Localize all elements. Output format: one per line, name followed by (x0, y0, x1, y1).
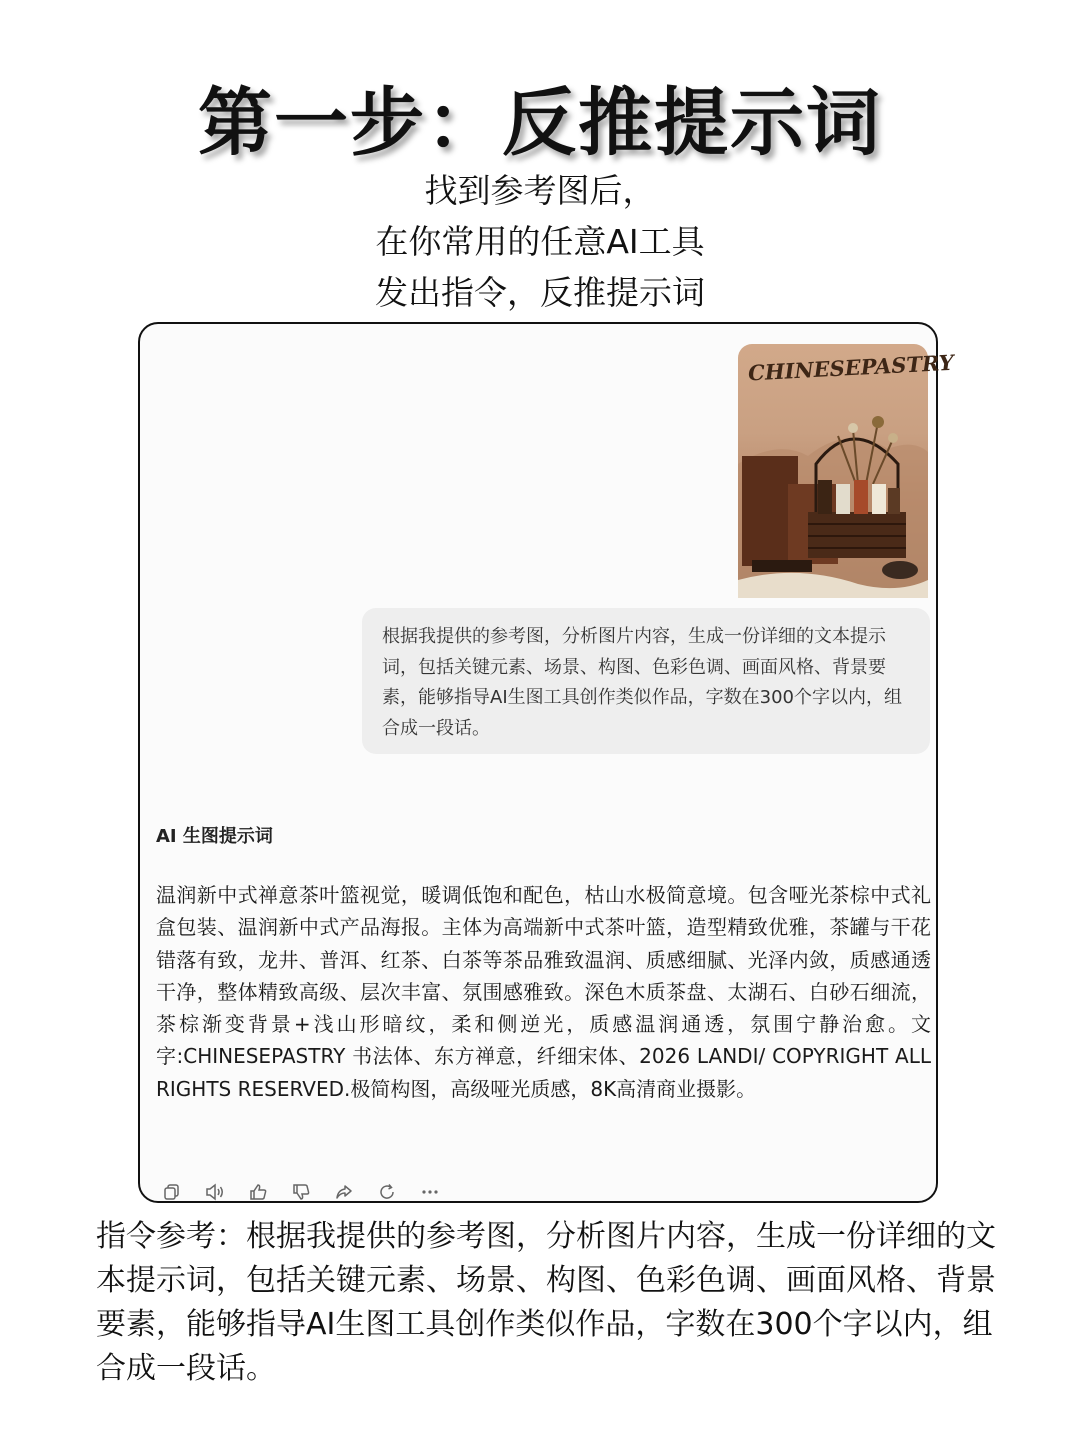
image-brand-text: CHINESEPASTRY (747, 349, 955, 386)
subtitle-line: 找到参考图后， (424, 171, 656, 210)
answer-body: 温润新中式禅意茶叶篮视觉，暖调低饱和配色，枯山水极简意境。包含哑光茶棕中式礼盒包装、温润新中式产品海报。主体为高端新中式茶叶篮，造型精致优雅，茶罐与干花错落有致，龙井、普洱、红茶、白茶等茶品雅致温润、质感细腻、光泽内敛，质感通透干净，整体精致高级、层次丰富、氛围感雅致。深色木质茶盘、太湖石、白砂石细流，茶棕渐变背景+浅山形暗纹，柔和侧逆光，质感温润通透，氛围宁静治愈。文字:CHINESEPASTRY 书法体、东方禅意，纤细宋体、2026 LANDI/ COPYRIGHT ALL RIGHTS RESERVED.极简构图，高级哑光质感，8K高清商业摄影。 (156, 883, 931, 1101)
copy-icon[interactable] (160, 1181, 183, 1204)
thumbs-up-icon[interactable] (246, 1181, 269, 1204)
page-title: 第一步：反推提示词 (198, 80, 882, 166)
answer-heading: AI 生图提示词 (156, 826, 273, 847)
reference-image[interactable] (738, 344, 955, 598)
instruction-reference: 指令参考：根据我提供的参考图，分析图片内容，生成一份详细的文本提示词，包括关键元素、场景、构图、色彩色调、画面风格、背景要素，能够指导AI生图工具创作类似作品，字数在300个字以内，组合成一段话。 (96, 1219, 996, 1386)
share-icon[interactable] (332, 1181, 355, 1204)
thumbs-down-icon[interactable] (289, 1181, 312, 1204)
subtitle-line: 在你常用的任意AI工具 (375, 222, 705, 261)
more-icon[interactable] (418, 1181, 441, 1204)
speaker-icon[interactable] (203, 1181, 226, 1204)
chat-screenshot (138, 322, 955, 1203)
subtitle-line: 发出指令，反推提示词 (375, 273, 705, 312)
user-message-bubble: 根据我提供的参考图，分析图片内容，生成一份详细的文本提示词，包括关键元素、场景、构图、色彩色调、画面风格、背景要素，能够指导AI生图工具创作类似作品，字数在300个字以内，组合成一段话。 (362, 608, 930, 754)
message-toolbar (160, 1180, 441, 1204)
regenerate-icon[interactable] (375, 1181, 398, 1204)
subtitle (0, 165, 1080, 318)
